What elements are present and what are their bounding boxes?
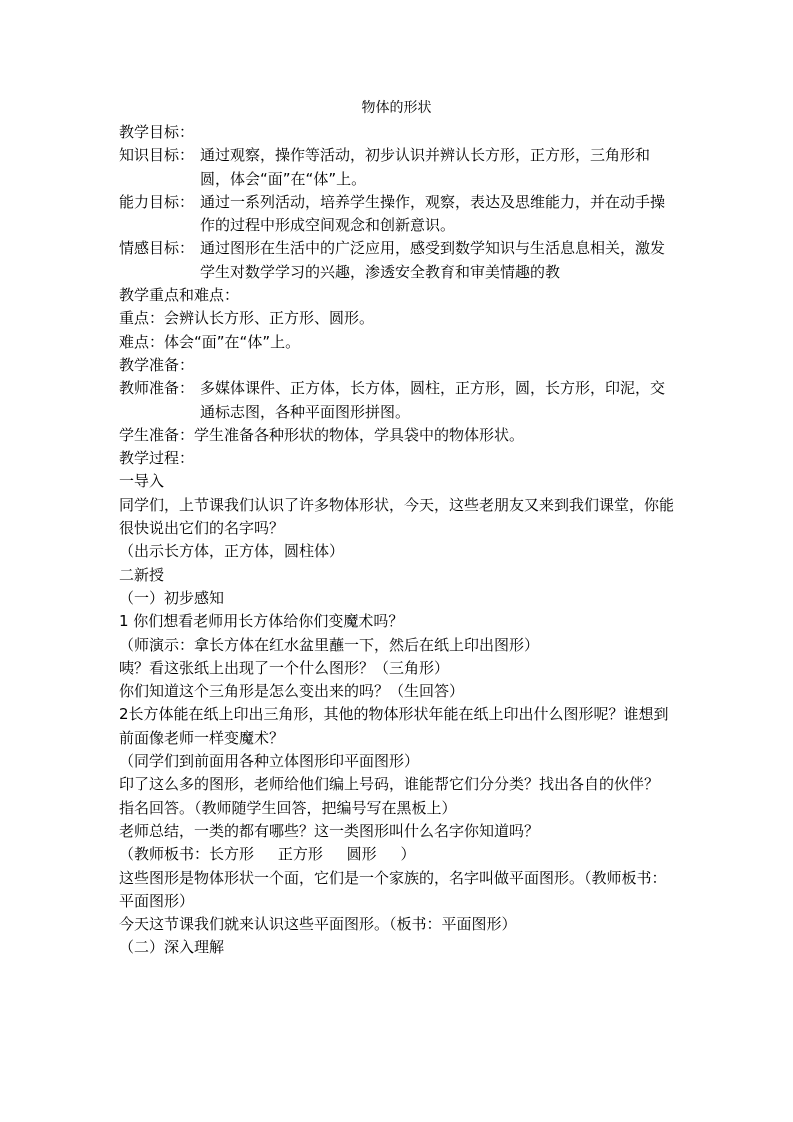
teacher-summary: 老师总结，一类的都有哪些？这一类图形叫什么名字你知道吗？ [119, 821, 540, 840]
document-body [119, 121, 679, 960]
process-heading: 教学过程： [119, 449, 195, 468]
emotion-objective-text: 通过图形在生活中的广泛应用，感受到数学知识与生活息息相关，激发学生对数学学习的兴趣，渗透安全教育和审美情趣的教 [200, 239, 666, 281]
key-difficult-heading: 教学重点和难点： [119, 286, 240, 305]
question-how-made: 你们知道这个三角形是怎么变出来的吗？（生回答） [119, 682, 465, 701]
ability-objective [119, 191, 679, 238]
emotion-objective-label: 情感目标： [119, 239, 195, 258]
classify-paragraph: 印了这么多的图形，老师给他们编上号码，谁能帮它们分分类？找出各自的伙伴？ [119, 775, 660, 794]
emotion-objective [119, 237, 679, 284]
family-paragraph: 这些图形是物体形状一个面，它们是一个家族的，名字叫做平面图形。（教师板书：平面图形） [119, 868, 667, 910]
section-intro-heading: 一导入 [119, 472, 165, 491]
answer-note: 指名回答。（教师随学生回答，把编号写在黑板上） [119, 798, 457, 817]
teacher-preparation-text: 多媒体课件、正方体，长方体，圆柱，正方形，圆，长方形，印泥，交通标志图，各种平面图形拼图。 [200, 379, 666, 421]
teacher-preparation [119, 377, 679, 424]
today-paragraph: 今天这节课我们就来认识这些平面图形。（板书：平面图形） [119, 915, 517, 934]
teacher-demo-note: （师演示：拿长方体在红水盆里蘸一下，然后在纸上印出图形） [119, 635, 540, 654]
knowledge-objective [119, 144, 679, 191]
question-what-shape: 咦？看这张纸上出现了一个什么图形？（三角形） [119, 658, 450, 677]
board-note: （教师板书：长方形 正方形 圆形 ） [119, 845, 416, 864]
step-1: 1 你们想看老师用长方体给你们变魔术吗？ [119, 612, 404, 631]
show-solids-note: （出示长方体，正方体，圆柱体） [119, 542, 345, 561]
section-new-lesson-heading: 二新授 [119, 565, 165, 584]
difficult-point: 难点：体会“面”在“体”上。 [119, 332, 301, 351]
teacher-preparation-label: 教师准备： [119, 379, 195, 398]
objectives-heading: 教学目标： [119, 123, 195, 141]
subsection-deep-understanding: （二）深入理解 [119, 938, 225, 957]
preparation-heading: 教学准备： [119, 355, 195, 374]
knowledge-objective-text: 通过观察，操作等活动，初步认识并辨认长方形，正方形，三角形和圆，体会“面”在“体”上。 [200, 146, 651, 188]
ability-objective-text: 通过一系列活动，培养学生操作，观察，表达及思维能力，并在动手操作的过程中形成空间观念和创新意识。 [200, 192, 666, 235]
document-title: 物体的形状 [361, 100, 432, 116]
intro-paragraph: 同学们，上节课我们认识了许多物体形状，今天，这些老朋友又来到我们课堂，你能很快说出它们的名字吗？ [119, 495, 675, 538]
knowledge-objective-label: 知识目标： [119, 146, 195, 165]
ability-objective-label: 能力目标： [119, 192, 195, 211]
subsection-initial-perception: （一）初步感知 [119, 588, 225, 607]
step-2: 2长方体能在纸上印出三角形，其他的物体形状年能在纸上印出什么图形呢？谁想到前面像老师一样变魔术？ [119, 705, 669, 747]
student-preparation: 学生准备：学生准备各种形状的物体，学具袋中的物体形状。 [119, 425, 525, 444]
students-print-note: （同学们到前面用各种立体图形印平面图形） [119, 752, 420, 771]
key-point: 重点：会辨认长方形、正方形、圆形。 [119, 309, 375, 328]
